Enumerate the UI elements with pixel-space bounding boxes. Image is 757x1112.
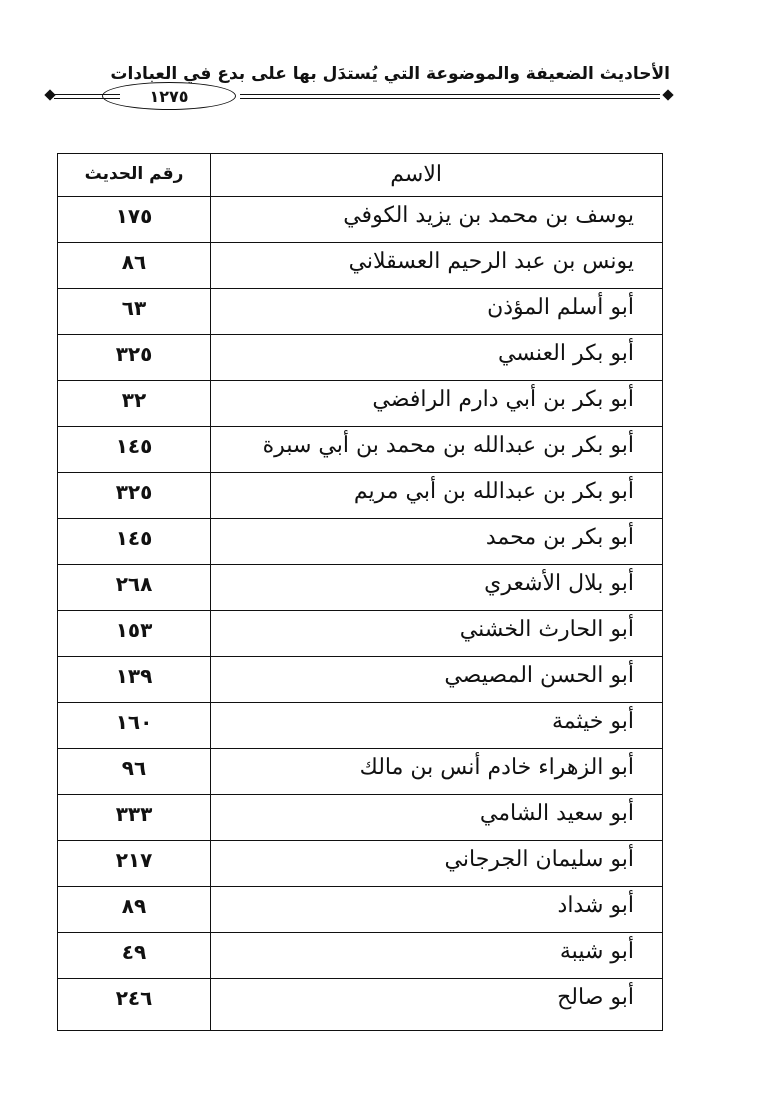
narrator-name: أبو بكر بن عبدالله بن محمد بن أبي سبرة	[262, 433, 634, 458]
hadith-number: ٨٩	[121, 894, 147, 918]
narrator-name: أبو بكر بن عبدالله بن أبي مريم	[353, 479, 634, 504]
header-number: رقم الحديث	[84, 164, 184, 184]
hadith-number: ٦٣	[121, 296, 147, 320]
narrator-name: أبو شيبة	[559, 939, 634, 964]
names-table	[57, 153, 663, 1031]
table-row	[58, 196, 662, 242]
narrator-name: أبو بكر بن أبي دارم الرافضي	[372, 387, 634, 412]
hadith-number: ٢٦٨	[115, 572, 153, 596]
hadith-number: ١٧٥	[115, 204, 153, 228]
hadith-number: ٣٢	[121, 388, 147, 412]
narrator-name: أبو خيثمة	[552, 709, 634, 734]
narrator-name: أبو سعيد الشامي	[479, 801, 634, 826]
table-row	[58, 288, 662, 334]
hadith-number: ٣٣٣	[115, 802, 153, 826]
table-row	[58, 748, 662, 794]
hadith-number: ٤٩	[121, 940, 147, 964]
narrator-name: أبو شداد	[557, 893, 634, 918]
narrator-name: أبو الزهراء خادم أنس بن مالك	[359, 755, 634, 780]
narrator-name: أبو أسلم المؤذن	[487, 295, 634, 320]
header-rule-right	[240, 94, 660, 99]
narrator-name: يوسف بن محمد بن يزيد الكوفي	[343, 203, 634, 228]
hadith-number: ١٣٩	[115, 664, 153, 688]
hadith-number: ١٥٣	[115, 618, 153, 642]
hadith-number: ٣٢٥	[115, 480, 153, 504]
page-number: ١٢٧٥	[102, 82, 236, 110]
narrator-name: أبو بلال الأشعري	[484, 571, 634, 596]
hadith-number: ٢٤٦	[115, 986, 153, 1010]
ornament-diamond-right	[662, 89, 673, 100]
table-row	[58, 334, 662, 380]
narrator-name: يونس بن عبد الرحيم العسقلاني	[348, 249, 634, 274]
table-header-row	[58, 154, 662, 196]
narrator-name: أبو صالح	[557, 985, 634, 1010]
table-row	[58, 932, 662, 978]
table-row	[58, 472, 662, 518]
page-header	[40, 60, 680, 110]
hadith-number: ١٤٥	[115, 434, 153, 458]
table-row	[58, 978, 662, 1024]
table-row	[58, 380, 662, 426]
table-row	[58, 518, 662, 564]
hadith-number: ١٤٥	[115, 526, 153, 550]
table-row	[58, 426, 662, 472]
hadith-number: ٩٦	[121, 756, 147, 780]
hadith-number: ٢١٧	[115, 848, 153, 872]
table-row	[58, 840, 662, 886]
table-row	[58, 886, 662, 932]
table-row	[58, 702, 662, 748]
narrator-name: أبو الحسن المصيصي	[444, 663, 634, 688]
running-title: الأحاديث الضعيفة والموضوعة التي يُستدَل بها على بدع في العبادات	[110, 64, 670, 84]
narrator-name: أبو الحارث الخشني	[459, 617, 634, 642]
table-row	[58, 242, 662, 288]
narrator-name: أبو بكر بن محمد	[485, 525, 634, 550]
table-row	[58, 656, 662, 702]
table-row	[58, 564, 662, 610]
table-row	[58, 610, 662, 656]
narrator-name: أبو بكر العنسي	[497, 341, 634, 366]
header-name: الاسم	[390, 162, 442, 187]
hadith-number: ١٦٠	[115, 710, 153, 734]
table-row	[58, 794, 662, 840]
narrator-name: أبو سليمان الجرجاني	[444, 847, 634, 872]
hadith-number: ٣٢٥	[115, 342, 153, 366]
hadith-number: ٨٦	[121, 250, 147, 274]
